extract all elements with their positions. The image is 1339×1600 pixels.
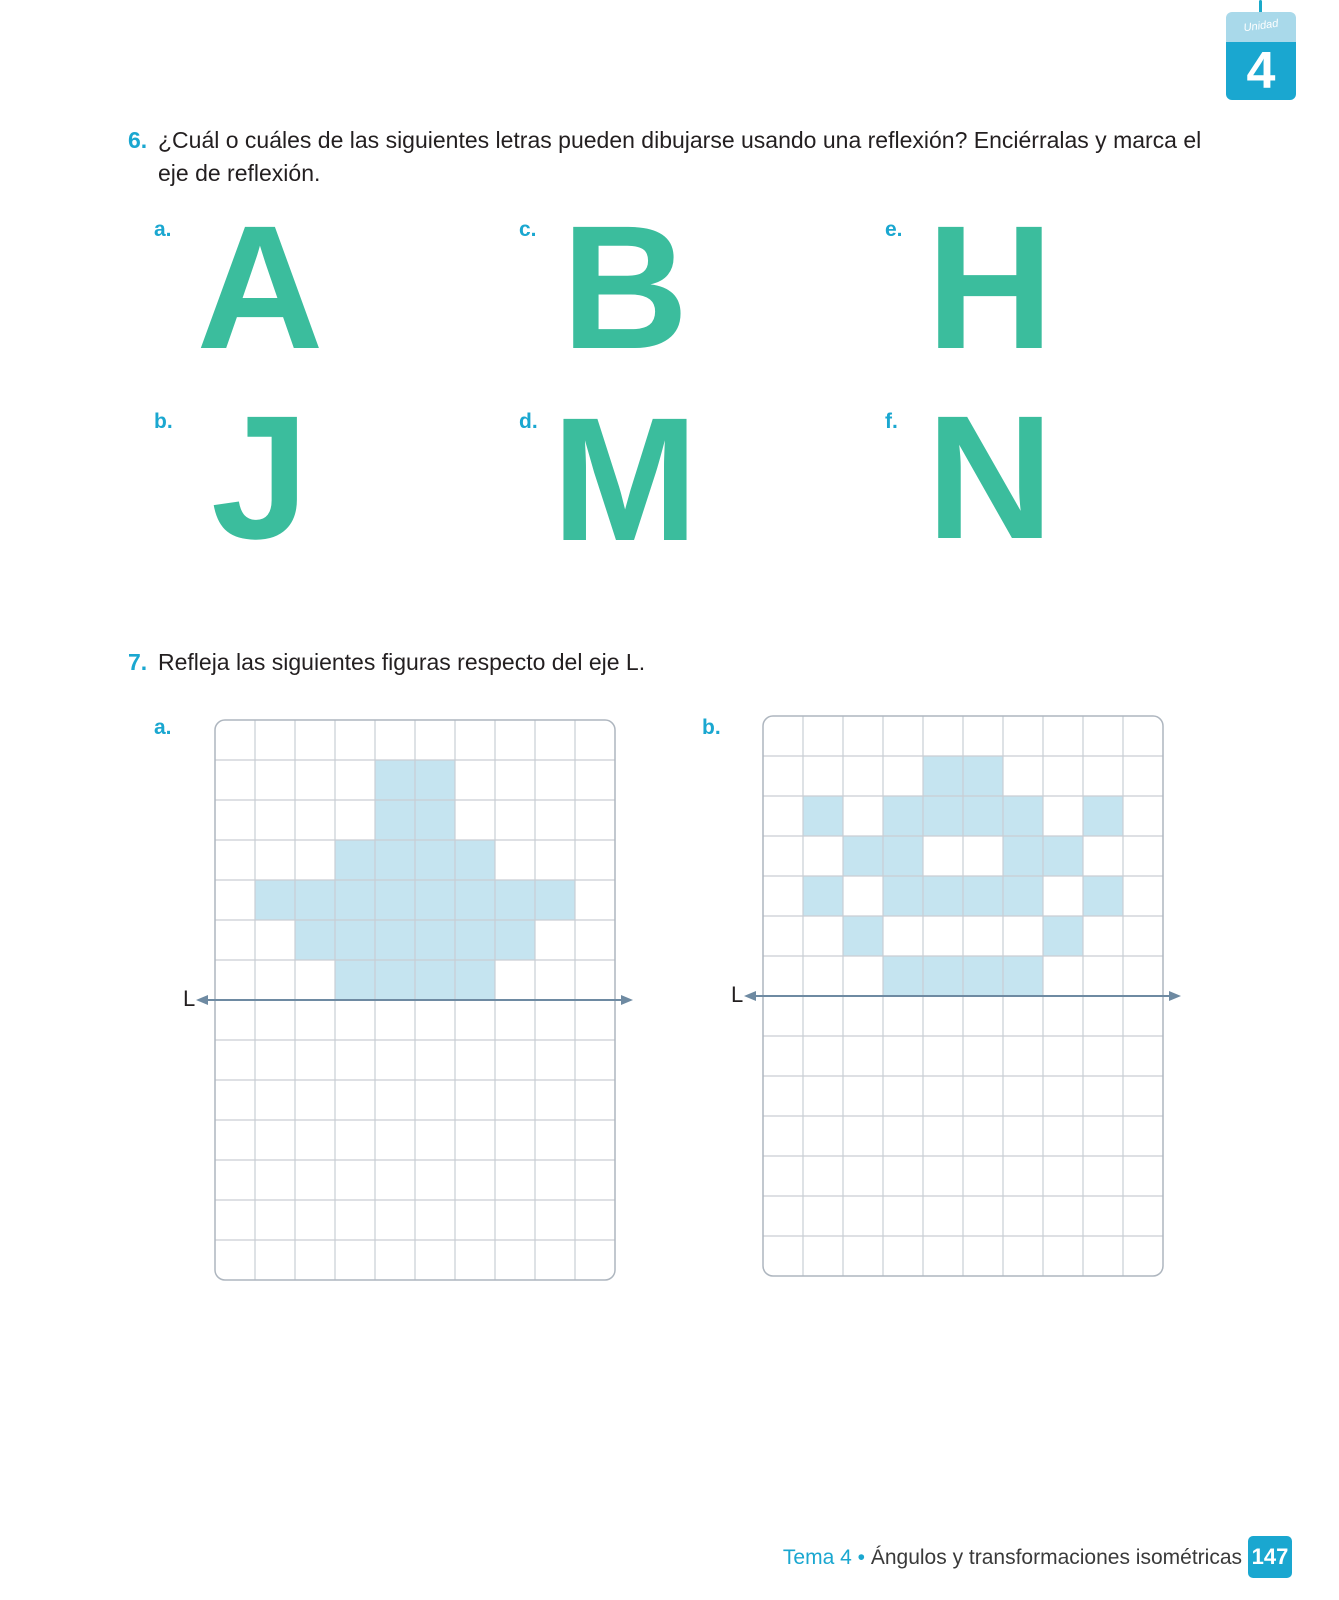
grid-a-filled-cell (415, 800, 455, 840)
grid-b-filled-cell (843, 836, 883, 876)
grid-b-filled-cell (883, 796, 923, 836)
page-number: 147 (1248, 1536, 1292, 1578)
item-e-label: e. (885, 218, 903, 241)
footer-bullet: • (857, 1546, 865, 1569)
grid-a-axis-arrow-left (196, 995, 208, 1005)
grid-a-filled-cell (375, 800, 415, 840)
grid-b-filled-cell (1003, 796, 1043, 836)
grid-b-filled-cell (803, 876, 843, 916)
axis-a-label: L (183, 986, 196, 1011)
grid-a-filled-cell (495, 880, 535, 920)
grid-a-label: a. (154, 716, 172, 739)
grid-a-filled-cell (455, 920, 495, 960)
grid-a-filled-cell (375, 840, 415, 880)
item-c-label: c. (519, 218, 537, 241)
grid-a-filled-cell (455, 960, 495, 1000)
letter-m[interactable]: M (551, 382, 699, 578)
grid-b-filled-cell (1043, 836, 1083, 876)
grid-b-filled-cell (1043, 916, 1083, 956)
item-b-label: b. (154, 410, 173, 433)
grid-a[interactable] (214, 719, 636, 1281)
grid-b-filled-cell (1083, 876, 1123, 916)
grid-a-filled-cell (535, 880, 575, 920)
grid-b-filled-cell (963, 876, 1003, 916)
grid-b-filled-cell (883, 876, 923, 916)
grid-a-filled-cell (415, 760, 455, 800)
grid-b-filled-cell (963, 956, 1003, 996)
grid-b-filled-cell (883, 836, 923, 876)
grid-a-filled-cell (375, 760, 415, 800)
grid-b-filled-cell (923, 796, 963, 836)
grid-a-filled-cell (295, 880, 335, 920)
grid-b-filled-cell (1003, 956, 1043, 996)
unit-number: 4 (1246, 42, 1276, 100)
grid-b-filled-cell (843, 916, 883, 956)
grid-b-filled-cell (963, 796, 1003, 836)
grid-a-filled-cell (415, 880, 455, 920)
item-f-label: f. (885, 410, 898, 433)
grid-a-filled-cell (375, 960, 415, 1000)
grid-a-filled-cell (335, 840, 375, 880)
grid-a-filled-cell (255, 880, 295, 920)
grid-a-filled-cell (455, 880, 495, 920)
unit-label: Unidad (1242, 17, 1280, 35)
grid-a-filled-cell (375, 880, 415, 920)
item-a-label: a. (154, 218, 172, 241)
letter-b[interactable]: B (561, 190, 689, 386)
grid-a-svg (214, 719, 636, 1281)
grid-a-filled-cell (415, 840, 455, 880)
unit-tab (1226, 10, 1296, 100)
grid-b-axis-arrow-right (1169, 991, 1181, 1001)
axis-b-label: L (731, 982, 744, 1007)
unit-card (1226, 12, 1296, 100)
grid-a-filled-cell (335, 880, 375, 920)
grid-b-filled-cell (1003, 836, 1043, 876)
question-7 (128, 646, 1058, 679)
grid-b[interactable] (762, 715, 1184, 1277)
grid-b-filled-cell (1083, 796, 1123, 836)
grid-b-filled-cell (923, 876, 963, 916)
grid-a-filled-cell (495, 920, 535, 960)
question-6 (128, 124, 1238, 190)
grid-b-svg (762, 715, 1184, 1277)
letter-j[interactable]: J (211, 380, 309, 576)
question-7-number: 7. (128, 649, 148, 675)
grid-b-filled-cell (923, 956, 963, 996)
grid-b-filled-cell (923, 756, 963, 796)
grid-b-filled-cell (1003, 876, 1043, 916)
grid-b-filled-cell (803, 796, 843, 836)
grid-a-filled-cell (415, 920, 455, 960)
letter-n[interactable]: N (926, 380, 1054, 576)
letter-a[interactable]: A (196, 190, 324, 386)
grid-a-filled-cell (335, 920, 375, 960)
grid-a-filled-cell (455, 840, 495, 880)
grid-a-filled-cell (375, 920, 415, 960)
grid-a-filled-cell (335, 960, 375, 1000)
grid-b-label: b. (702, 716, 721, 739)
grid-b-filled-cell (963, 756, 1003, 796)
grid-a-axis-arrow-right (621, 995, 633, 1005)
footer-tema: Tema 4 (782, 1546, 852, 1569)
footer-title: Ángulos y transformaciones isométricas (870, 1546, 1242, 1569)
grid-b-filled-cell (883, 956, 923, 996)
grid-a-filled-cell (295, 920, 335, 960)
question-6-number: 6. (128, 127, 148, 153)
letter-h[interactable]: H (926, 190, 1054, 386)
question-7-text: Refleja las siguientes figuras respecto del eje L. (158, 649, 646, 675)
grid-b-axis-arrow-left (744, 991, 756, 1001)
item-d-label: d. (519, 410, 538, 433)
grid-a-filled-cell (415, 960, 455, 1000)
question-6-text: ¿Cuál o cuáles de las siguientes letras pueden dibujarse usando una reflexión? Enciérralas y marca el eje de reflexión. (158, 127, 1202, 186)
footer (700, 1537, 1242, 1579)
